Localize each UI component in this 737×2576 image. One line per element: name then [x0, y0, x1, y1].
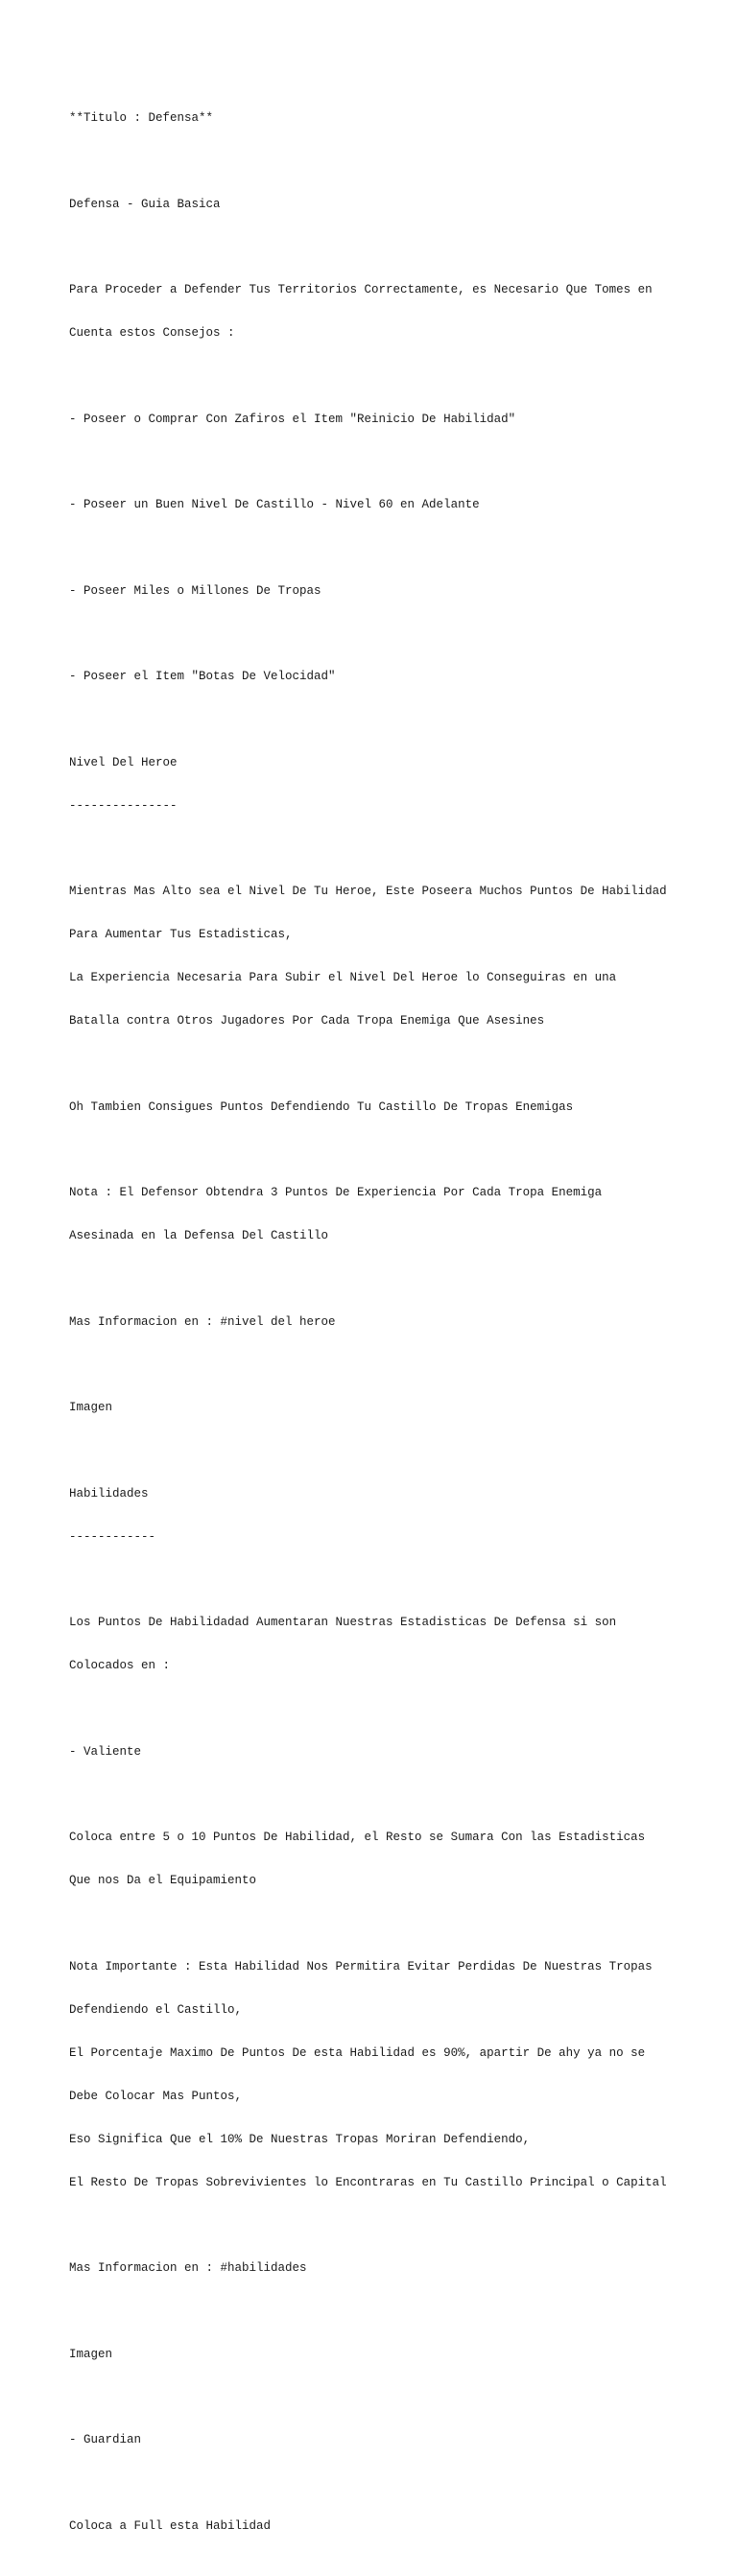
- image-label-line: Imagen: [69, 1401, 113, 1414]
- skill-guardian-text: [69, 2491, 702, 2563]
- image-label-line: Imagen: [69, 2347, 113, 2361]
- hero-paragraph: [69, 856, 702, 1057]
- paragraph-line: Los Puntos De Habilidadad Aumentaran Nuestras Estadisticas De Defensa si son: [69, 1616, 617, 1629]
- note-line: El Resto De Tropas Sobrevivientes lo Encontraras en Tu Castillo Principal o Capital: [69, 2175, 667, 2189]
- paragraph-line: Que nos Da el Equipamiento: [69, 1874, 257, 1887]
- subtitle-line: Defensa - Guia Basica: [69, 197, 221, 211]
- hero-image-label: [69, 1372, 702, 1444]
- note-line: Nota : El Defensor Obtendra 3 Puntos De Experiencia Por Cada Tropa Enemiga: [69, 1186, 603, 1199]
- skills-section-heading: [69, 1458, 702, 1573]
- document-subtitle: [69, 169, 702, 241]
- hero-note: [69, 1157, 702, 1272]
- paragraph-line: Batalla contra Otros Jugadores Por Cada Tropa Enemiga Que Asesines: [69, 1014, 545, 1028]
- skill-guardian: [69, 2404, 702, 2476]
- tip-item: [69, 384, 702, 456]
- skills-image-label: [69, 2319, 702, 2391]
- tip-line: - Poseer Miles o Millones De Tropas: [69, 583, 321, 598]
- heading-underline: ---------------: [69, 798, 178, 813]
- note-line: Asesinada en la Defensa Del Castillo: [69, 1229, 329, 1242]
- paragraph-line: Para Aumentar Tus Estadisticas,: [69, 928, 293, 941]
- skill-valiente-text: [69, 1802, 702, 1917]
- note-line: Debe Colocar Mas Puntos,: [69, 2089, 243, 2103]
- paragraph-line: La Experiencia Necesaria Para Subir el Nivel Del Heroe lo Conseguiras en una: [69, 971, 617, 984]
- skills-intro: [69, 1587, 702, 1702]
- skill-line: - Guardian: [69, 2433, 142, 2446]
- intro-line: Cuenta estos Consejos :: [69, 326, 235, 340]
- hero-more-info: [69, 1287, 702, 1359]
- tip-item: [69, 469, 702, 541]
- title-line: **Titulo : Defensa**: [69, 111, 214, 125]
- note-line: Defendiendo el Castillo,: [69, 2002, 243, 2017]
- note-line: Eso Significa Que el 10% De Nuestras Tropas Moriran Defendiendo,: [69, 2132, 531, 2146]
- note-line: Nota Importante : Esta Habilidad Nos Permitira Evitar Perdidas De Nuestras Tropas: [69, 1959, 653, 1973]
- tip-line: - Poseer el Item "Botas De Velocidad": [69, 670, 336, 683]
- note-line: El Porcentaje Maximo De Puntos De esta Habilidad es 90%, apartir De ahy ya no se: [69, 2045, 646, 2060]
- more-info-line: Mas Informacion en : #nivel del heroe: [69, 1314, 336, 1329]
- tip-item: [69, 555, 702, 627]
- heading-text: Habilidades: [69, 1486, 149, 1501]
- more-info-line: Mas Informacion en : #habilidades: [69, 2261, 307, 2275]
- paragraph-line: Mientras Mas Alto sea el Nivel De Tu Heroe, Este Poseera Muchos Puntos De Habilidad: [69, 885, 667, 898]
- paragraph-line: Colocados en :: [69, 1659, 171, 1672]
- paragraph-line: Coloca entre 5 o 10 Puntos De Habilidad, el Resto se Sumara Con las Estadisticas: [69, 1831, 646, 1844]
- intro-line: Para Proceder a Defender Tus Territorios Correctamente, es Necesario Que Tomes en: [69, 283, 653, 296]
- document-title: [69, 83, 702, 154]
- paragraph-line: Oh Tambien Consigues Puntos Defendiendo Tu Castillo De Tropas Enemigas: [69, 1099, 574, 1114]
- hero-section-heading: [69, 727, 702, 842]
- heading-underline: ------------: [69, 1529, 156, 1544]
- tip-line: - Poseer o Comprar Con Zafiros el Item "Reinicio De Habilidad": [69, 412, 516, 426]
- skill-valiente: [69, 1716, 702, 1788]
- skills-note: [69, 1931, 702, 2219]
- paragraph-line: Coloca a Full esta Habilidad: [69, 2518, 272, 2533]
- skills-more-info: [69, 2233, 702, 2304]
- heading-text: Nivel Del Heroe: [69, 755, 178, 769]
- hero-paragraph-2: [69, 1072, 702, 1144]
- tip-item: [69, 641, 702, 713]
- skill-line: - Valiente: [69, 1744, 142, 1759]
- intro-paragraph: [69, 254, 702, 369]
- tip-line: - Poseer un Buen Nivel De Castillo - Nivel 60 en Adelante: [69, 498, 480, 511]
- document-page: [69, 83, 702, 2576]
